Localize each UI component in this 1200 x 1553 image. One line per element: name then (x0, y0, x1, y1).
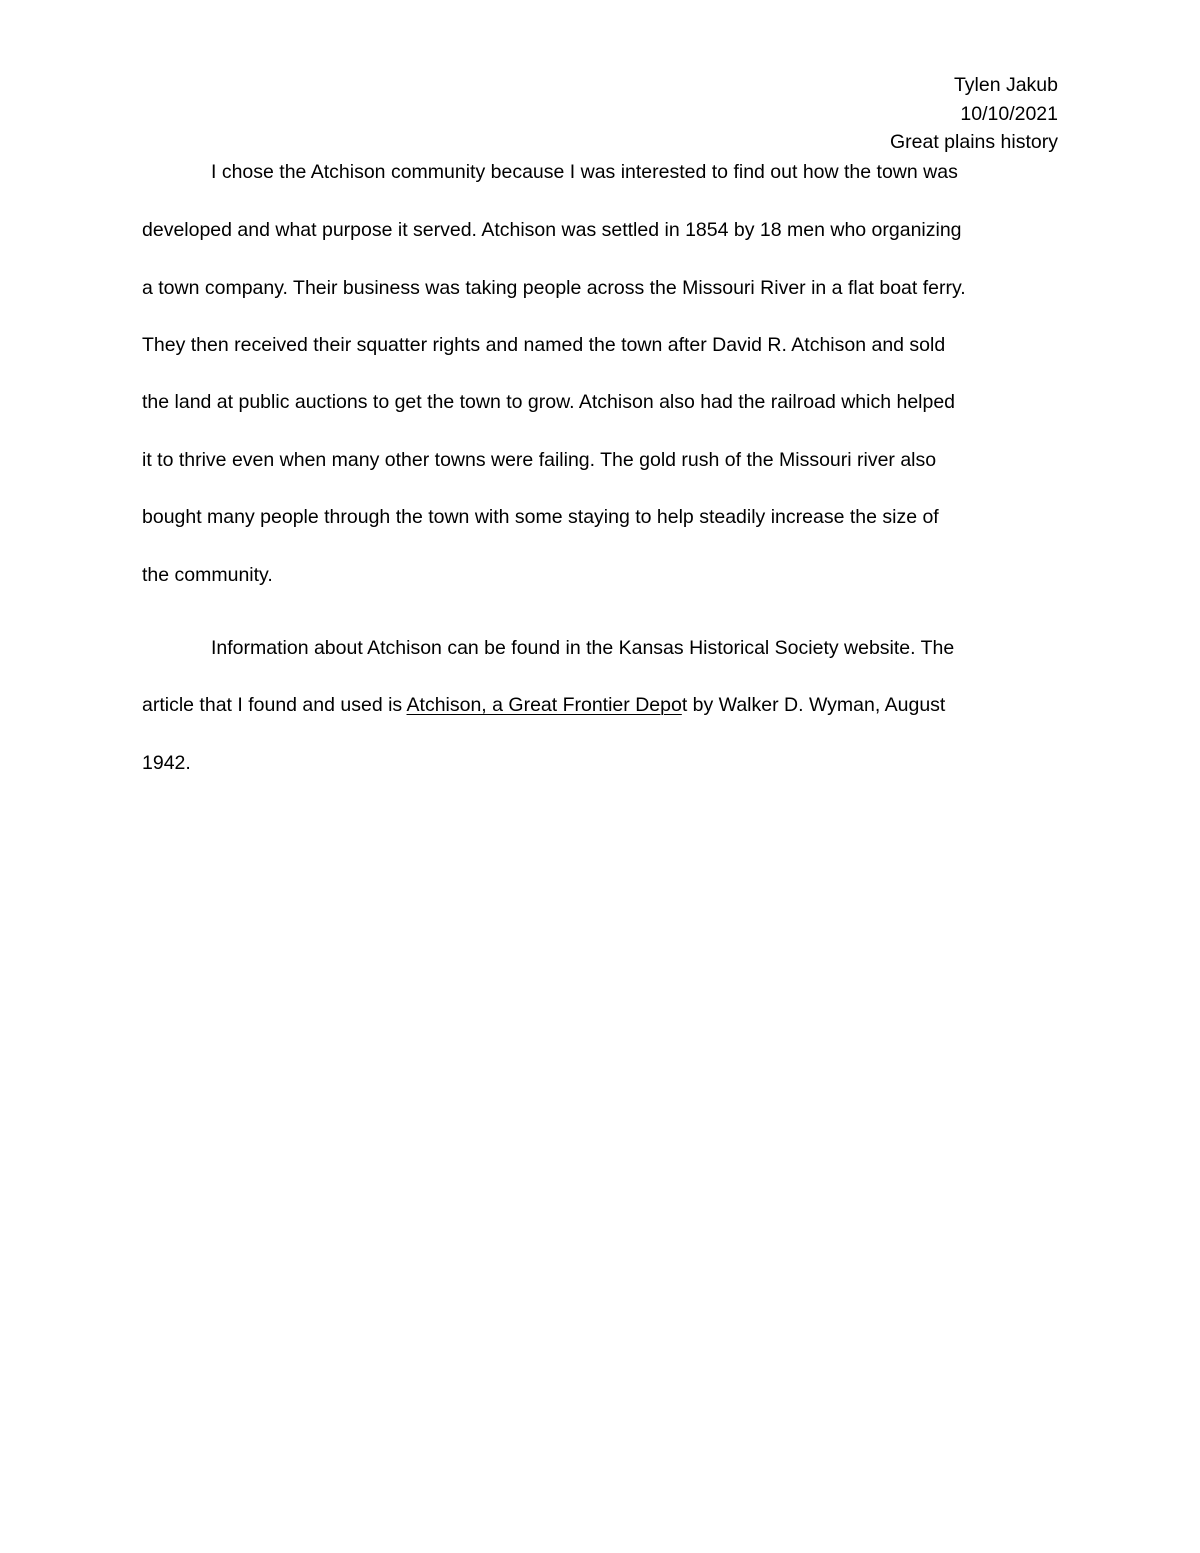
paragraph-line: I chose the Atchison community because I was interested to find out how the town was (211, 161, 958, 183)
paragraph-line: the land at public auctions to get the town to grow. Atchison also had the railroad which helped (142, 391, 956, 413)
paragraph-line: bought many people through the town with some staying to help steadily increase the size of (142, 506, 939, 528)
line-text: t by Walker D. Wyman, August (681, 694, 946, 716)
document-header (890, 71, 1058, 157)
paragraph-line (142, 691, 945, 719)
paragraph-line: Information about Atchison can be found in the Kansas Historical Society website. The (211, 637, 955, 659)
paragraph-line: it to thrive even when many other towns were failing. The gold rush of the Missouri river also (142, 449, 937, 471)
paragraph-line: the community. (142, 564, 273, 586)
document-date: 10/10/2021 (960, 102, 1058, 125)
line-text: article that I found and used is (142, 694, 407, 716)
paragraph-line: a town company. Their business was taking people across the Missouri River in a flat boat ferry. (142, 277, 966, 299)
paragraph-line: developed and what purpose it served. Atchison was settled in 1854 by 18 men who organizing (142, 219, 962, 241)
course-name: Great plains history (890, 131, 1058, 153)
author-name: Tylen Jakub (953, 74, 1058, 96)
paragraph-line: 1942. (142, 752, 191, 774)
article-title-link: Atchison, a Great Frontier Depo (406, 694, 682, 716)
paragraph-line: They then received their squatter rights and named the town after David R. Atchison and sold (142, 334, 946, 356)
